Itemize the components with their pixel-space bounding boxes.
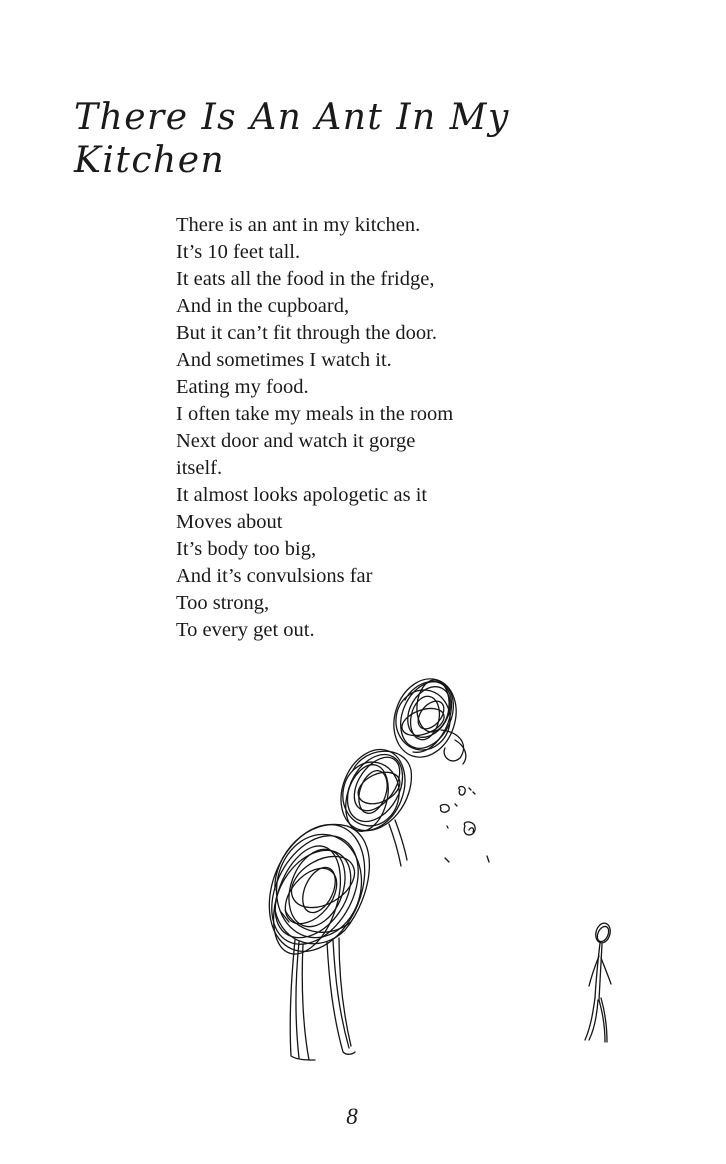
- ant-legs: [290, 938, 355, 1060]
- poem-line: I often take my meals in the room: [176, 403, 454, 425]
- page-title: There Is An Ant In My Kitchen: [74, 97, 510, 181]
- poem-line: Moves about: [176, 511, 283, 533]
- poem-line: It eats all the food in the fridge,: [176, 268, 435, 290]
- poem-line: To every get out.: [176, 619, 315, 641]
- poem-line: Eating my food.: [176, 376, 309, 398]
- poem-line: It’s body too big,: [176, 538, 317, 560]
- poem-line: And sometimes I watch it.: [176, 349, 392, 371]
- ant-drawing-illustration: [255, 660, 625, 1070]
- poem-line: And it’s convulsions far: [176, 565, 373, 587]
- poem-line: Too strong,: [176, 592, 270, 614]
- food-crumbs: [440, 787, 489, 863]
- poem-line: There is an ant in my kitchen.: [176, 214, 421, 236]
- poem-line: It almost looks apologetic as it: [176, 484, 428, 506]
- poem-line: Next door and watch it gorge: [176, 430, 416, 452]
- ant-thorax-scribble: [329, 740, 416, 866]
- poem-line: And in the cupboard,: [176, 295, 350, 317]
- ant-head-scribble: [384, 671, 466, 766]
- poem-line: It’s 10 feet tall.: [176, 241, 301, 263]
- stick-figure-person: [585, 922, 612, 1042]
- poem-body: [176, 212, 453, 644]
- poem-line: itself.: [176, 457, 223, 479]
- poem-line: But it can’t fit through the door.: [176, 322, 437, 344]
- ant-abdomen-scribble: [255, 810, 383, 965]
- page-number: 8: [346, 1104, 358, 1129]
